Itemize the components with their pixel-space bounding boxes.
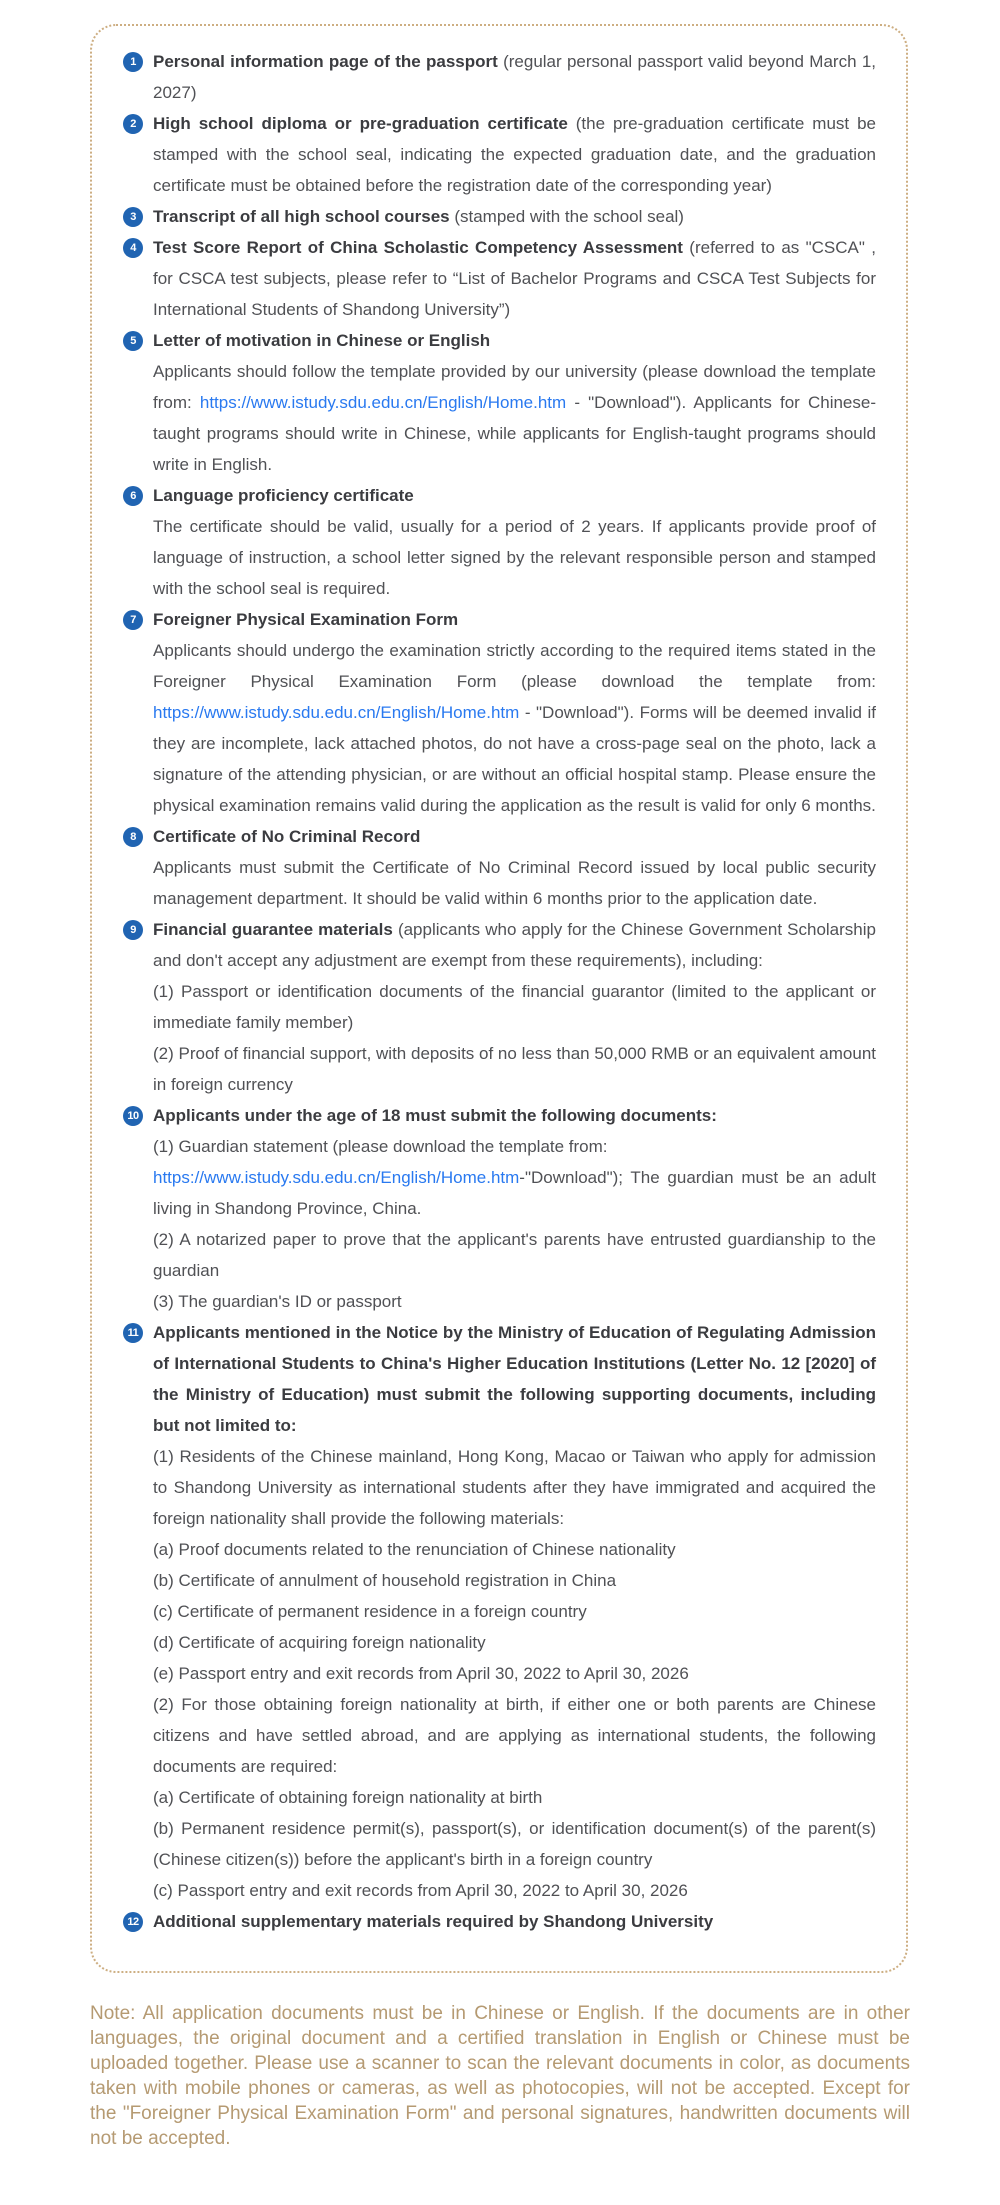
item-text: (3) The guardian's ID or passport — [153, 1292, 402, 1311]
list-item — [123, 604, 876, 821]
item-text: (c) Passport entry and exit records from April 30, 2022 to April 30, 2026 — [153, 1881, 688, 1900]
item-text: (1) Passport or identification documents of the financial guarantor (limited to the applicant or immediate family member) — [153, 982, 876, 1032]
item-title: Additional supplementary materials required by Shandong University — [153, 1912, 714, 1931]
item-text: (1) Guardian statement (please download the template from: — [153, 1137, 608, 1156]
item-content — [153, 201, 876, 232]
item-title: Certificate of No Criminal Record — [153, 827, 421, 846]
item-content — [153, 46, 876, 108]
item-number-column — [123, 1100, 153, 1126]
item-paragraph — [153, 1038, 876, 1100]
requirements-panel — [90, 24, 908, 1973]
item-number-badge: 1 — [123, 52, 143, 72]
item-content — [153, 821, 876, 914]
item-title-rest: (stamped with the school seal) — [449, 207, 684, 226]
item-text: - "Download"). Forms will be deemed invalid if they are incomplete, lack attached photos, do not have a cross-page seal on the photo, lack a signature of the attending physician, or are without an official hospital stamp. Please ensure the physical examination remains valid during the application as the result is valid for only 6 months. — [153, 703, 876, 815]
list-item — [123, 201, 876, 232]
item-text: Applicants must submit the Certificate of No Criminal Record issued by local public security management department. It should be valid within 6 months prior to the application date. — [153, 858, 876, 908]
item-text: (c) Certificate of permanent residence in a foreign country — [153, 1602, 587, 1621]
list-item — [123, 108, 876, 201]
item-content — [153, 1100, 876, 1317]
item-number-badge: 8 — [123, 827, 143, 847]
item-title-line — [153, 232, 876, 325]
item-number-column — [123, 201, 153, 227]
item-number-badge: 4 — [123, 238, 143, 258]
item-paragraph — [153, 1596, 876, 1627]
item-paragraph — [153, 1131, 876, 1162]
requirements-list — [123, 46, 876, 1937]
item-number-column — [123, 108, 153, 134]
item-content — [153, 232, 876, 325]
item-text: (a) Certificate of obtaining foreign nationality at birth — [153, 1788, 543, 1807]
item-paragraph — [153, 1565, 876, 1596]
item-text: Applicants should follow the template provided by our university (please download the template from: — [153, 362, 876, 412]
item-title-line — [153, 1317, 876, 1441]
item-title-line — [153, 46, 876, 108]
item-number-column — [123, 604, 153, 630]
item-title: Test Score Report of China Scholastic Competency Assessment — [153, 238, 683, 257]
item-content — [153, 1906, 876, 1937]
item-title: Personal information page of the passport — [153, 52, 498, 71]
item-paragraph — [153, 356, 876, 480]
item-number-column — [123, 1906, 153, 1932]
item-title: Applicants mentioned in the Notice by the Ministry of Education of Regulating Admission of International Students to China's Higher Education Institutions (Letter No. 12 [2020] of the Ministry of Education) must submit the following supporting documents, including but not limited to: — [153, 1323, 876, 1435]
item-text: (b) Certificate of annulment of household registration in China — [153, 1571, 617, 1590]
item-title-rest: (applicants who apply for the Chinese Government Scholarship and don't accept any adjustment are exempt from these requirements), including: — [153, 920, 876, 970]
item-title: Transcript of all high school courses — [153, 207, 450, 226]
item-number-badge: 2 — [123, 114, 143, 134]
item-number-badge: 5 — [123, 331, 143, 351]
item-number-badge: 6 — [123, 486, 143, 506]
item-text: (b) Permanent residence permit(s), passport(s), or identification document(s) of the parent(s) (Chinese citizen(s)) before the applicant's birth in a foreign country — [153, 1819, 876, 1869]
template-download-link[interactable]: https://www.istudy.sdu.edu.cn/English/Home.htm — [153, 1168, 520, 1187]
item-paragraph — [153, 976, 876, 1038]
item-title: Applicants under the age of 18 must submit the following documents: — [153, 1106, 717, 1125]
item-number-column — [123, 232, 153, 258]
item-number-badge: 3 — [123, 207, 143, 227]
list-item — [123, 914, 876, 1100]
item-paragraph — [153, 1782, 876, 1813]
item-text: (1) Residents of the Chinese mainland, Hong Kong, Macao or Taiwan who apply for admission to Shandong University as international students after they have immigrated and acquired the foreign nationality shall provide the following materials: — [153, 1447, 876, 1528]
item-paragraph — [153, 1534, 876, 1565]
item-paragraph — [153, 1658, 876, 1689]
item-content — [153, 604, 876, 821]
list-item — [123, 46, 876, 108]
item-content — [153, 914, 876, 1100]
item-text: The certificate should be valid, usually for a period of 2 years. If applicants provide proof of language of instruction, a school letter signed by the relevant responsible person and stamped with the school seal is required. — [153, 517, 876, 598]
item-paragraph — [153, 1162, 876, 1224]
item-number-column — [123, 325, 153, 351]
item-title-line — [153, 480, 876, 511]
item-text: (e) Passport entry and exit records from April 30, 2022 to April 30, 2026 — [153, 1664, 689, 1683]
item-title-line — [153, 1906, 876, 1937]
item-number-badge: 9 — [123, 920, 143, 940]
item-text: (d) Certificate of acquiring foreign nationality — [153, 1633, 486, 1652]
item-paragraph — [153, 1875, 876, 1906]
item-text: (2) Proof of financial support, with deposits of no less than 50,000 RMB or an equivalent amount in foreign currency — [153, 1044, 876, 1094]
item-number-column — [123, 480, 153, 506]
item-text: - "Download"). Applicants for Chinese-taught programs should write in Chinese, while applicants for English-taught programs should write in English. — [153, 393, 876, 474]
note-text: Note: All application documents must be in Chinese or English. If the documents are in other languages, the original document and a certified translation in English or Chinese must be uploaded together. Please use a scanner to scan the relevant documents in color, as documents taken with mobile phones or cameras, as well as photocopies, will not be accepted. Except for the "Foreigner Physical Examination Form" and personal signatures, handwritten documents will not be accepted. — [90, 2003, 910, 2149]
item-paragraph — [153, 1441, 876, 1534]
list-item — [123, 1906, 876, 1937]
list-item — [123, 480, 876, 604]
item-number-badge: 12 — [123, 1912, 143, 1932]
template-download-link[interactable]: https://www.istudy.sdu.edu.cn/English/Home.htm — [153, 703, 520, 722]
item-title-line — [153, 1100, 876, 1131]
item-title: Financial guarantee materials — [153, 920, 393, 939]
item-content — [153, 108, 876, 201]
item-number-column — [123, 46, 153, 72]
item-paragraph — [153, 511, 876, 604]
item-title-rest: (the pre-graduation certificate must be stamped with the school seal, indicating the expected graduation date, and the graduation certificate must be obtained before the registration date of the corresponding year) — [153, 114, 876, 195]
item-text: -"Download"); The guardian must be an adult living in Shandong Province, China. — [153, 1168, 876, 1218]
list-item — [123, 232, 876, 325]
item-title: Letter of motivation in Chinese or English — [153, 331, 491, 350]
template-download-link[interactable]: https://www.istudy.sdu.edu.cn/English/Home.htm — [199, 393, 567, 412]
item-title-rest: (referred to as "CSCA" , for CSCA test subjects, please refer to “List of Bachelor Programs and CSCA Test Subjects for International Students of Shandong University”) — [153, 238, 876, 319]
item-text: Applicants should undergo the examination strictly according to the required items stated in the Foreigner Physical Examination Form (please download the template from: — [153, 641, 876, 691]
item-paragraph — [153, 1689, 876, 1782]
item-paragraph — [153, 852, 876, 914]
page — [0, 24, 1000, 2205]
item-title-line — [153, 914, 876, 976]
item-text: (2) A notarized paper to prove that the applicant's parents have entrusted guardianship to the guardian — [153, 1230, 876, 1280]
item-title: High school diploma or pre-graduation certificate — [153, 114, 568, 133]
list-item — [123, 821, 876, 914]
item-title-rest: (regular personal passport valid beyond March 1, 2027) — [153, 52, 876, 102]
item-content — [153, 480, 876, 604]
list-item — [123, 1100, 876, 1317]
item-title-line — [153, 821, 876, 852]
item-paragraph — [153, 1224, 876, 1286]
item-paragraph — [153, 635, 876, 821]
item-number-column — [123, 821, 153, 847]
item-paragraph — [153, 1286, 876, 1317]
item-text: (a) Proof documents related to the renunciation of Chinese nationality — [153, 1540, 676, 1559]
item-content — [153, 1317, 876, 1906]
item-number-column — [123, 914, 153, 940]
item-content — [153, 325, 876, 480]
item-title-line — [153, 108, 876, 201]
item-number-badge: 10 — [123, 1106, 143, 1126]
item-title: Language proficiency certificate — [153, 486, 414, 505]
item-paragraph — [153, 1627, 876, 1658]
item-text: (2) For those obtaining foreign nationality at birth, if either one or both parents are Chinese citizens and have settled abroad, and are applying as international students, the following documents are required: — [153, 1695, 876, 1776]
list-item — [123, 325, 876, 480]
item-title-line — [153, 201, 876, 232]
item-title-line — [153, 604, 876, 635]
item-paragraph — [153, 1813, 876, 1875]
item-title: Foreigner Physical Examination Form — [153, 610, 459, 629]
item-number-badge: 7 — [123, 610, 143, 630]
list-item — [123, 1317, 876, 1906]
item-number-column — [123, 1317, 153, 1343]
item-number-badge: 11 — [123, 1323, 143, 1343]
item-title-line — [153, 325, 876, 356]
